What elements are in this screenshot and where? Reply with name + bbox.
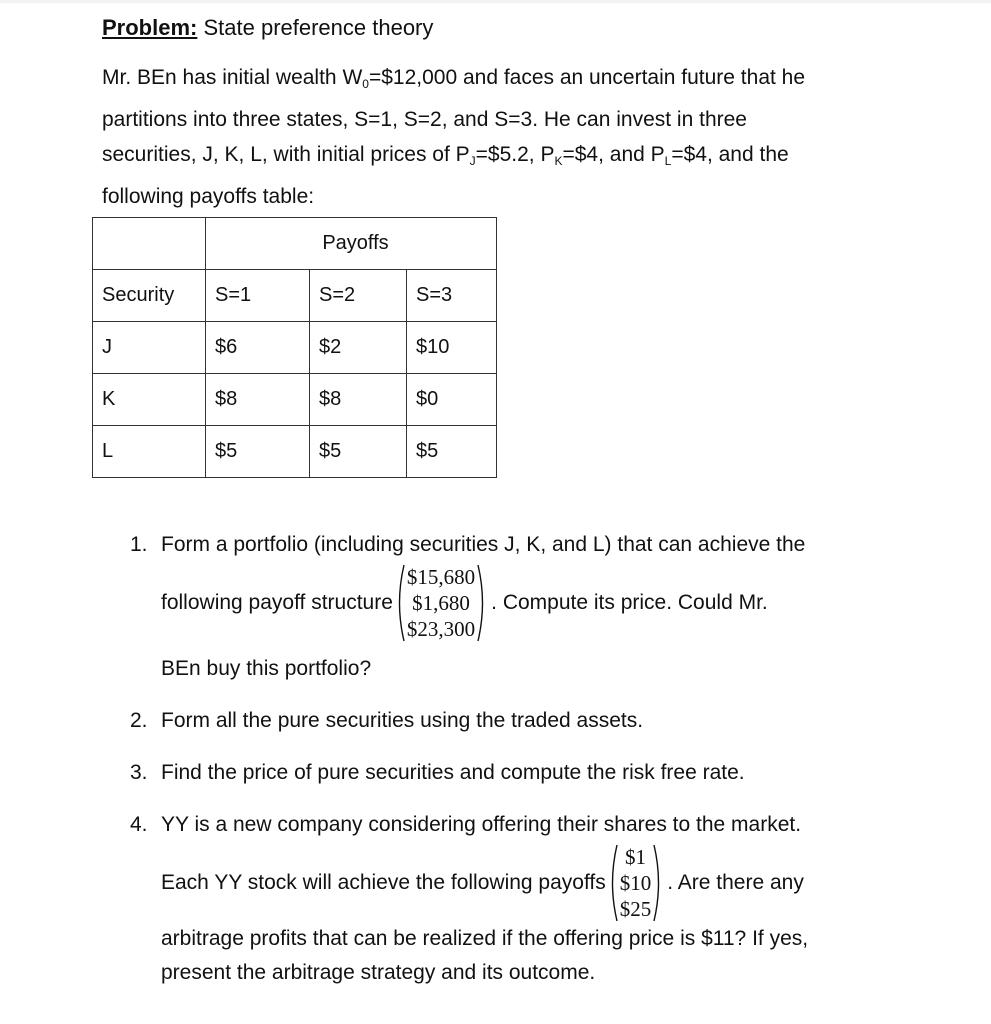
column-header: Security — [93, 270, 206, 322]
problem-label: Problem: — [102, 15, 198, 40]
table-header-group-row — [93, 218, 497, 270]
column-header: S=3 — [407, 270, 497, 322]
intro-text: Mr. BEn has initial wealth W — [102, 66, 363, 89]
question-matrix-row — [161, 564, 890, 642]
table-cell: $10 — [407, 322, 497, 374]
intro-line-4: following payoffs table: — [102, 185, 315, 208]
vector-entry: $25 — [619, 897, 652, 921]
column-header: S=2 — [310, 270, 407, 322]
table-cell: $2 — [310, 322, 407, 374]
question-text: YY is a new company considering offering their shares to the market. — [161, 813, 802, 836]
question-number: 1. — [130, 533, 148, 556]
question-text: . Compute its price. Could Mr. — [491, 591, 768, 614]
table-row — [93, 322, 497, 374]
intro-line-1 — [102, 60, 902, 102]
question-text: Form all the pure securities using the traded assets. — [161, 709, 644, 732]
table-cell: $8 — [206, 374, 310, 426]
subscript: L — [664, 154, 672, 168]
intro-text: securities, J, K, L, with initial prices of P — [102, 143, 470, 166]
question-text: . Are there any — [667, 871, 804, 894]
vector-entry: $15,680 — [406, 565, 476, 589]
subscript: K — [554, 154, 563, 168]
problem-title-text: State preference theory — [197, 15, 434, 40]
payoff-vector — [608, 844, 664, 922]
payoffs-header: Payoffs — [206, 218, 497, 270]
question-list — [130, 528, 890, 990]
table-cell: $6 — [206, 322, 310, 374]
table-row — [93, 426, 497, 478]
vector-values — [618, 844, 654, 922]
table-cell: $0 — [407, 374, 497, 426]
question-text: Find the price of pure securities and compute the risk free rate. — [161, 761, 745, 784]
intro-text: =$12,000 and faces an uncertain future that he — [368, 66, 806, 89]
question-text: arbitrage profits that can be realized if the offering price is $11? If yes, — [161, 927, 809, 950]
subscript: J — [469, 154, 476, 168]
table-cell — [93, 218, 206, 270]
table-row — [93, 374, 497, 426]
question-number: 4. — [130, 813, 148, 836]
question-number: 3. — [130, 761, 148, 784]
problem-title — [102, 14, 433, 42]
vector-entry: $23,300 — [406, 617, 476, 641]
vector-values — [405, 564, 477, 642]
question-text: following payoff structure — [161, 591, 393, 614]
question-matrix-row — [161, 844, 890, 922]
right-paren-icon — [477, 564, 487, 642]
problem-intro — [102, 60, 902, 214]
intro-text: =$4, and P — [562, 143, 665, 166]
question-1 — [130, 528, 890, 686]
table-cell: $5 — [310, 426, 407, 478]
right-paren-icon — [653, 844, 663, 922]
vector-entry: $1,680 — [412, 591, 470, 615]
table-cell: $8 — [310, 374, 407, 426]
vector-entry: $10 — [619, 871, 652, 895]
question-text: present the arbitrage strategy and its outcome. — [161, 961, 596, 984]
question-text: Form a portfolio (including securities J, K, and L) that can achieve the — [161, 533, 806, 556]
intro-line-3 — [102, 137, 902, 179]
payoff-vector — [395, 564, 487, 642]
left-paren-icon — [608, 844, 618, 922]
table-cell-security: L — [93, 426, 206, 478]
question-2 — [130, 704, 890, 738]
column-header: S=1 — [206, 270, 310, 322]
table-cell-security: J — [93, 322, 206, 374]
question-number: 2. — [130, 709, 148, 732]
intro-line-2: partitions into three states, S=1, S=2, and S=3. He can invest in three — [102, 108, 747, 131]
subscript: 0 — [362, 77, 369, 91]
question-text: Each YY stock will achieve the following payoffs — [161, 871, 606, 894]
question-4 — [130, 808, 890, 990]
table-cell-security: K — [93, 374, 206, 426]
question-3 — [130, 756, 890, 790]
table-header-row — [93, 270, 497, 322]
payoffs-table — [92, 217, 497, 478]
table-cell: $5 — [407, 426, 497, 478]
intro-text: =$5.2, P — [475, 143, 555, 166]
table-cell: $5 — [206, 426, 310, 478]
question-text: BEn buy this portfolio? — [161, 657, 372, 680]
vector-entry: $1 — [625, 845, 647, 869]
intro-text: =$4, and the — [671, 143, 789, 166]
left-paren-icon — [395, 564, 405, 642]
